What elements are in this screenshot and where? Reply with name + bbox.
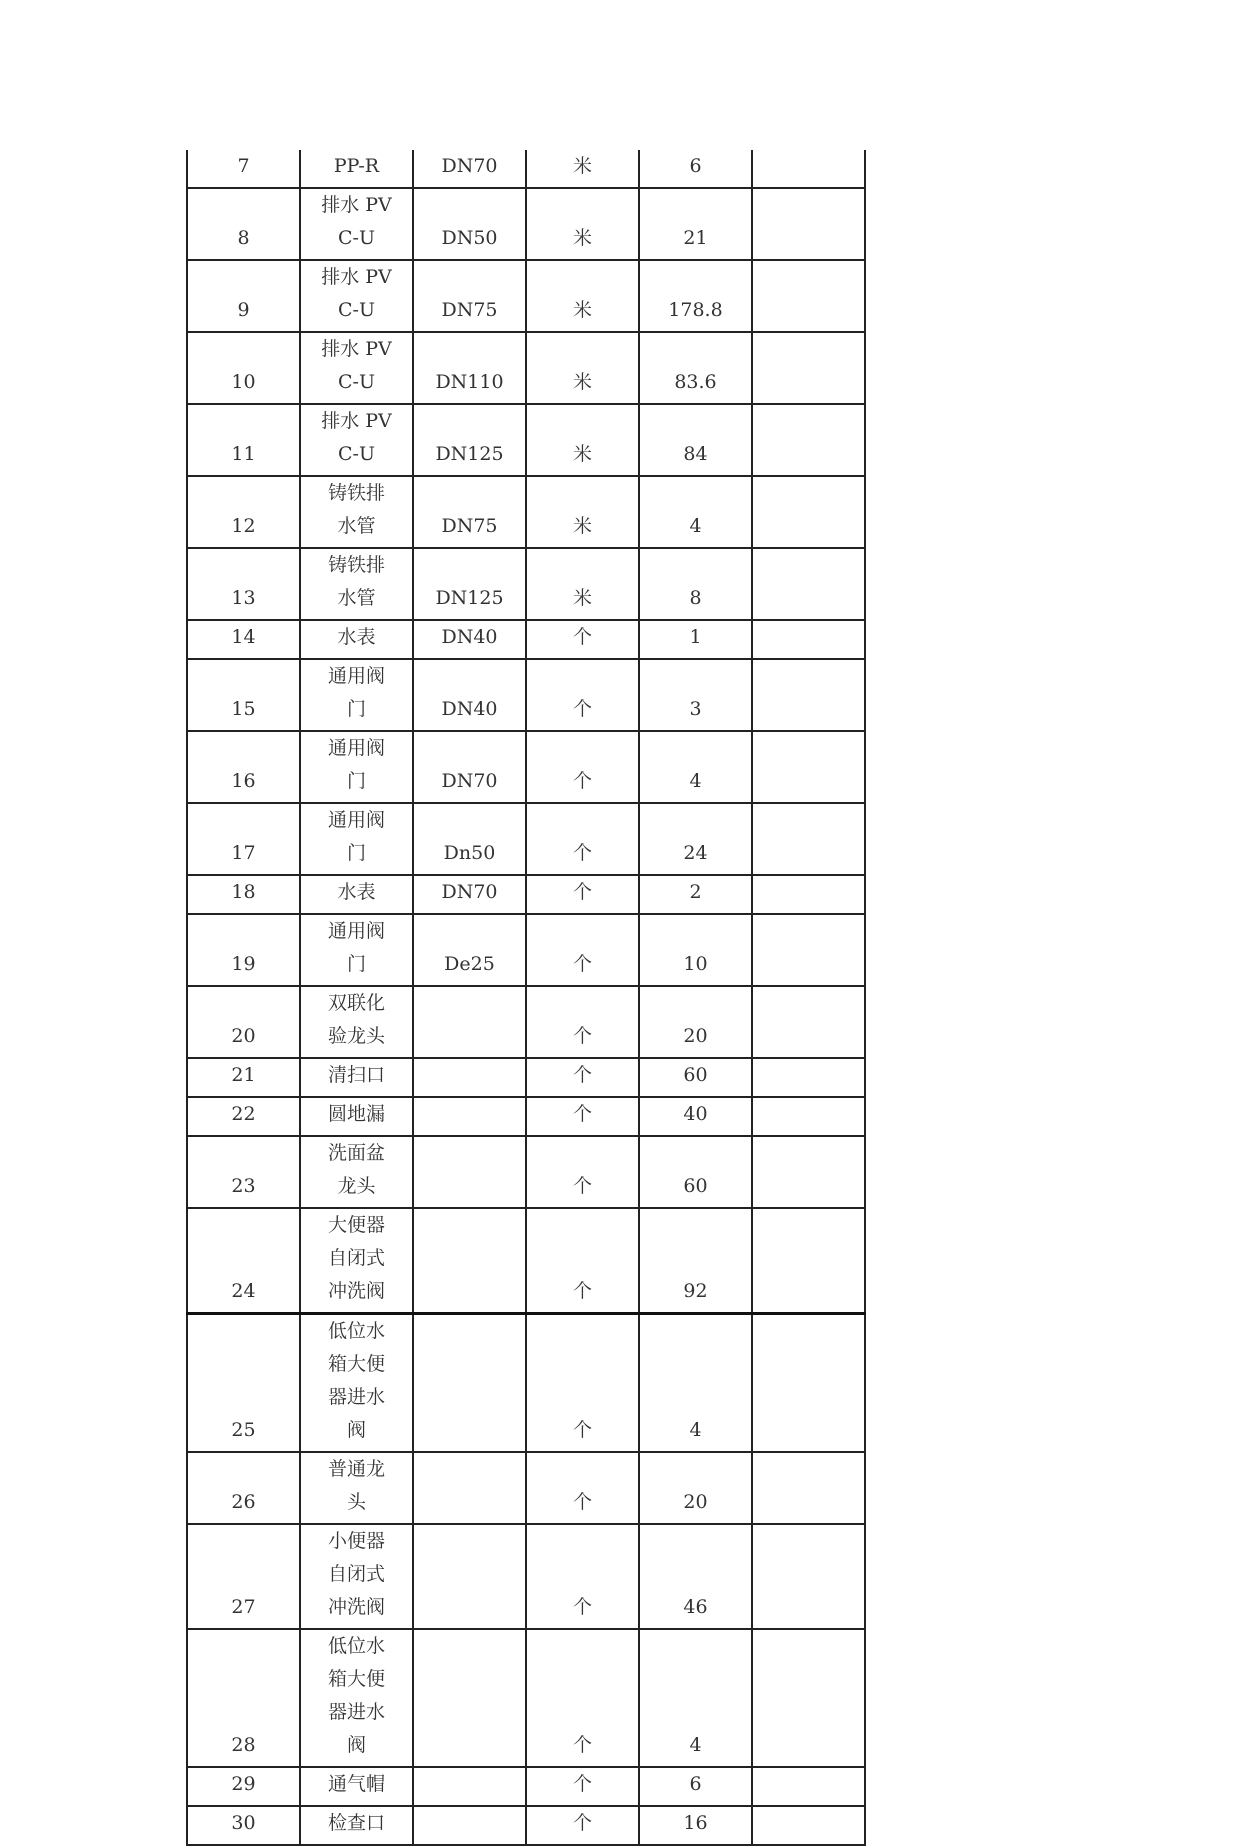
note-cell: [752, 150, 865, 188]
materials-quantity-table: [186, 150, 866, 1846]
spec-cell: [413, 1208, 526, 1314]
spec-cell: DN75: [413, 476, 526, 548]
spec-cell: DN110: [413, 332, 526, 404]
unit-cell: 个: [526, 1767, 639, 1806]
row-number-cell: 10: [187, 332, 300, 404]
spec-cell: DN40: [413, 620, 526, 659]
table-row: [187, 1208, 865, 1314]
spec-cell: [413, 1136, 526, 1208]
spec-cell: DN125: [413, 404, 526, 476]
table-row: [187, 548, 865, 620]
note-cell: [752, 548, 865, 620]
quantity-cell: 6: [639, 150, 752, 188]
row-number-cell: 16: [187, 731, 300, 803]
unit-cell: 米: [526, 332, 639, 404]
quantity-cell: 4: [639, 1629, 752, 1767]
spec-cell: De25: [413, 914, 526, 986]
row-number-cell: 23: [187, 1136, 300, 1208]
table-row: [187, 1629, 865, 1767]
quantity-cell: 1: [639, 620, 752, 659]
quantity-cell: 84: [639, 404, 752, 476]
unit-cell: 个: [526, 1452, 639, 1524]
quantity-cell: 4: [639, 731, 752, 803]
table-row: [187, 803, 865, 875]
note-cell: [752, 188, 865, 260]
spec-cell: DN125: [413, 548, 526, 620]
item-name-cell: 通用阀门: [300, 731, 413, 803]
quantity-cell: 92: [639, 1208, 752, 1314]
item-name-cell: 检查口: [300, 1806, 413, 1845]
row-number-cell: 21: [187, 1058, 300, 1097]
table-body: [187, 150, 865, 1845]
table-row: [187, 476, 865, 548]
note-cell: [752, 659, 865, 731]
row-number-cell: 15: [187, 659, 300, 731]
table-row: [187, 332, 865, 404]
item-name-cell: 排水 PVC-U: [300, 332, 413, 404]
spec-cell: [413, 1452, 526, 1524]
unit-cell: 个: [526, 1629, 639, 1767]
item-name-cell: 排水 PVC-U: [300, 188, 413, 260]
spec-cell: [413, 1806, 526, 1845]
quantity-cell: 20: [639, 986, 752, 1058]
row-number-cell: 24: [187, 1208, 300, 1314]
spec-cell: [413, 1097, 526, 1136]
unit-cell: 米: [526, 548, 639, 620]
unit-cell: 个: [526, 986, 639, 1058]
spec-cell: DN70: [413, 875, 526, 914]
row-number-cell: 9: [187, 260, 300, 332]
unit-cell: 个: [526, 1208, 639, 1314]
quantity-cell: 4: [639, 476, 752, 548]
row-number-cell: 7: [187, 150, 300, 188]
item-name-cell: 通气帽: [300, 1767, 413, 1806]
table-row: [187, 986, 865, 1058]
table-row: [187, 404, 865, 476]
row-number-cell: 22: [187, 1097, 300, 1136]
table-row: [187, 1806, 865, 1845]
row-number-cell: 29: [187, 1767, 300, 1806]
item-name-cell: 铸铁排水管: [300, 548, 413, 620]
spec-cell: [413, 986, 526, 1058]
quantity-cell: 46: [639, 1524, 752, 1629]
table-row: [187, 1452, 865, 1524]
unit-cell: 米: [526, 188, 639, 260]
row-number-cell: 12: [187, 476, 300, 548]
quantity-cell: 16: [639, 1806, 752, 1845]
unit-cell: 个: [526, 1314, 639, 1453]
row-number-cell: 13: [187, 548, 300, 620]
item-name-cell: 低位水箱大便器进水阀: [300, 1314, 413, 1453]
spec-cell: DN75: [413, 260, 526, 332]
note-cell: [752, 1136, 865, 1208]
note-cell: [752, 1097, 865, 1136]
item-name-cell: 通用阀门: [300, 803, 413, 875]
unit-cell: 个: [526, 620, 639, 659]
quantity-cell: 21: [639, 188, 752, 260]
quantity-cell: 60: [639, 1136, 752, 1208]
table-row: [187, 1524, 865, 1629]
unit-cell: 个: [526, 1058, 639, 1097]
row-number-cell: 17: [187, 803, 300, 875]
table-row: [187, 1136, 865, 1208]
unit-cell: 个: [526, 1097, 639, 1136]
unit-cell: 个: [526, 803, 639, 875]
unit-cell: 米: [526, 476, 639, 548]
item-name-cell: 通用阀门: [300, 914, 413, 986]
table-row: [187, 620, 865, 659]
table-row: [187, 150, 865, 188]
table-row: [187, 875, 865, 914]
item-name-cell: 圆地漏: [300, 1097, 413, 1136]
note-cell: [752, 1806, 865, 1845]
unit-cell: 米: [526, 260, 639, 332]
note-cell: [752, 404, 865, 476]
row-number-cell: 14: [187, 620, 300, 659]
table-row: [187, 1314, 865, 1453]
row-number-cell: 18: [187, 875, 300, 914]
note-cell: [752, 1629, 865, 1767]
quantity-cell: 178.8: [639, 260, 752, 332]
item-name-cell: 水表: [300, 620, 413, 659]
quantity-cell: 6: [639, 1767, 752, 1806]
row-number-cell: 19: [187, 914, 300, 986]
row-number-cell: 27: [187, 1524, 300, 1629]
unit-cell: 个: [526, 1806, 639, 1845]
note-cell: [752, 986, 865, 1058]
row-number-cell: 26: [187, 1452, 300, 1524]
row-number-cell: 25: [187, 1314, 300, 1453]
spec-cell: [413, 1629, 526, 1767]
item-name-cell: 小便器自闭式冲洗阀: [300, 1524, 413, 1629]
note-cell: [752, 1452, 865, 1524]
quantity-cell: 8: [639, 548, 752, 620]
item-name-cell: 排水 PVC-U: [300, 260, 413, 332]
item-name-cell: 清扫口: [300, 1058, 413, 1097]
table-row: [187, 1767, 865, 1806]
note-cell: [752, 803, 865, 875]
item-name-cell: 洗面盆龙头: [300, 1136, 413, 1208]
note-cell: [752, 1767, 865, 1806]
note-cell: [752, 332, 865, 404]
unit-cell: 个: [526, 659, 639, 731]
spec-cell: DN70: [413, 150, 526, 188]
item-name-cell: 大便器自闭式冲洗阀: [300, 1208, 413, 1314]
row-number-cell: 20: [187, 986, 300, 1058]
row-number-cell: 11: [187, 404, 300, 476]
unit-cell: 米: [526, 150, 639, 188]
unit-cell: 个: [526, 731, 639, 803]
note-cell: [752, 731, 865, 803]
spec-cell: [413, 1314, 526, 1453]
table-row: [187, 1058, 865, 1097]
spec-cell: [413, 1058, 526, 1097]
item-name-cell: 通用阀门: [300, 659, 413, 731]
unit-cell: 米: [526, 404, 639, 476]
row-number-cell: 30: [187, 1806, 300, 1845]
quantity-cell: 4: [639, 1314, 752, 1453]
note-cell: [752, 260, 865, 332]
item-name-cell: 排水 PVC-U: [300, 404, 413, 476]
note-cell: [752, 914, 865, 986]
spec-cell: [413, 1767, 526, 1806]
quantity-cell: 10: [639, 914, 752, 986]
table-row: [187, 1097, 865, 1136]
note-cell: [752, 875, 865, 914]
unit-cell: 个: [526, 914, 639, 986]
note-cell: [752, 620, 865, 659]
item-name-cell: 水表: [300, 875, 413, 914]
table-row: [187, 659, 865, 731]
unit-cell: 个: [526, 875, 639, 914]
table-row: [187, 914, 865, 986]
spec-cell: DN40: [413, 659, 526, 731]
unit-cell: 个: [526, 1524, 639, 1629]
table-row: [187, 260, 865, 332]
item-name-cell: 低位水箱大便器进水阀: [300, 1629, 413, 1767]
item-name-cell: PP-R: [300, 150, 413, 188]
quantity-cell: 60: [639, 1058, 752, 1097]
quantity-cell: 83.6: [639, 332, 752, 404]
row-number-cell: 8: [187, 188, 300, 260]
note-cell: [752, 1208, 865, 1314]
quantity-cell: 2: [639, 875, 752, 914]
quantity-cell: 20: [639, 1452, 752, 1524]
table-row: [187, 188, 865, 260]
quantity-cell: 3: [639, 659, 752, 731]
note-cell: [752, 476, 865, 548]
quantity-cell: 24: [639, 803, 752, 875]
note-cell: [752, 1524, 865, 1629]
item-name-cell: 普通龙头: [300, 1452, 413, 1524]
note-cell: [752, 1314, 865, 1453]
unit-cell: 个: [526, 1136, 639, 1208]
row-number-cell: 28: [187, 1629, 300, 1767]
quantity-cell: 40: [639, 1097, 752, 1136]
table-row: [187, 731, 865, 803]
spec-cell: [413, 1524, 526, 1629]
spec-cell: DN50: [413, 188, 526, 260]
spec-cell: Dn50: [413, 803, 526, 875]
item-name-cell: 铸铁排水管: [300, 476, 413, 548]
spec-cell: DN70: [413, 731, 526, 803]
item-name-cell: 双联化验龙头: [300, 986, 413, 1058]
note-cell: [752, 1058, 865, 1097]
